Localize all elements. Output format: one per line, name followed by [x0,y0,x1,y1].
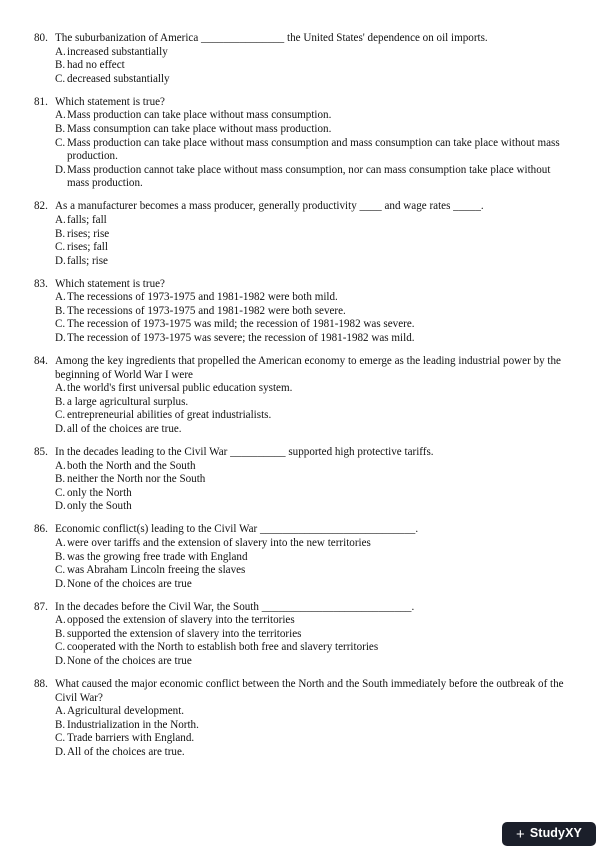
answer-option [55,291,574,305]
option-text: neither the North nor the South [67,473,206,486]
answer-option [55,409,574,423]
question-80 [34,32,574,86]
answer-option [55,564,574,578]
answer-option [55,746,574,760]
answer-options [55,382,574,436]
option-text: Mass production cannot take place without mass consumption, nor can mass consumption take place without mass production. [67,163,551,190]
question-row [34,601,574,615]
option-label: A. [55,213,66,226]
option-label: C. [55,72,66,85]
answer-option [55,655,574,669]
question-text: Among the key ingredients that propelled the American economy to emerge as the leading industrial power by the beginning of World War I were [55,355,561,381]
option-text: only the North [67,486,132,499]
question-text: Which statement is true? [55,95,165,108]
answer-option [55,641,574,655]
answer-option [55,719,574,733]
answer-option [55,305,574,319]
option-label: B. [55,473,66,486]
answer-option [55,705,574,719]
option-label: C. [55,641,66,654]
answer-options [55,291,574,345]
answer-option [55,473,574,487]
answer-option [55,255,574,269]
answer-options [55,214,574,268]
option-text: The recessions of 1973-1975 and 1981-1982 were both mild. [67,291,338,304]
option-label: D. [55,254,66,267]
option-text: had no effect [67,59,125,72]
question-number: 81. [34,95,48,108]
question-text: In the decades before the Civil War, the South ___________________________. [55,600,415,613]
question-row [34,32,574,46]
option-label: C. [55,409,66,422]
option-text: All of the choices are true. [67,746,185,759]
question-row [34,446,574,460]
option-text: entrepreneurial abilities of great industrialists. [67,409,272,422]
question-row [34,355,574,382]
option-label: B. [55,227,66,240]
question-list [34,32,574,769]
answer-option [55,537,574,551]
option-label: A. [55,614,66,627]
option-text: None of the choices are true [67,577,192,590]
option-text: supported the extension of slavery into the territories [67,627,302,640]
option-text: Industrialization in the North. [67,718,199,731]
option-label: A. [55,382,66,395]
option-text: were over tariffs and the extension of slavery into the new territories [67,536,371,549]
question-row [34,523,574,537]
answer-options [55,614,574,668]
answer-option [55,500,574,514]
question-number: 80. [34,32,48,44]
option-label: D. [55,500,66,513]
question-number: 88. [34,678,48,691]
answer-options [55,705,574,759]
studyxy-badge[interactable] [502,822,596,846]
question-text: As a manufacturer becomes a mass producer, generally productivity ____ and wage rates _____. [55,200,484,213]
question-text: In the decades leading to the Civil War __________ supported high protective tariffs. [55,445,434,458]
option-text: The recession of 1973-1975 was mild; the recession of 1981-1982 was severe. [67,318,415,331]
brand-name: StudyXY [529,826,582,841]
question-row [34,278,574,292]
option-text: falls; rise [67,254,108,267]
question-86 [34,523,574,591]
answer-option [55,46,574,60]
question-84 [34,355,574,437]
option-text: falls; fall [67,213,107,226]
answer-option [55,123,574,137]
answer-option [55,487,574,501]
option-label: C. [55,732,66,745]
option-label: A. [55,536,66,549]
option-label: C. [55,486,66,499]
question-number: 83. [34,277,48,290]
answer-option [55,578,574,592]
option-text: The recessions of 1973-1975 and 1981-1982 were both severe. [67,304,346,317]
answer-option [55,396,574,410]
question-88 [34,678,574,760]
answer-option [55,332,574,346]
option-text: Agricultural development. [67,705,185,718]
option-text: both the North and the South [67,459,196,472]
option-text: decreased substantially [67,72,170,85]
option-text: all of the choices are true. [67,423,182,435]
question-number: 85. [34,445,48,458]
option-label: D. [55,655,66,668]
option-label: B. [55,395,66,408]
option-text: opposed the extension of slavery into the territories [67,614,295,627]
question-row [34,200,574,214]
question-number: 86. [34,523,48,536]
option-label: B. [55,550,66,563]
option-text: was Abraham Lincoln freeing the slaves [67,564,246,577]
answer-options [55,460,574,514]
question-text: What caused the major economic conflict between the North and the South immediately before the outbreak of the Civil War? [55,678,564,704]
option-label: A. [55,45,66,58]
option-label: B. [55,59,66,72]
question-number: 87. [34,600,48,613]
answer-options [55,46,574,87]
option-label: D. [55,423,66,435]
answer-option [55,228,574,242]
option-label: A. [55,291,66,304]
answer-option [55,241,574,255]
answer-option [55,628,574,642]
answer-option [55,382,574,396]
option-label: D. [55,746,66,759]
option-text: The recession of 1973-1975 was severe; the recession of 1981-1982 was mild. [67,332,415,345]
option-text: Mass production can take place without mass consumption and mass consumption can take place without mass production. [67,136,560,163]
question-text: The suburbanization of America _______________ the United States' dependence on oil imports. [55,32,488,44]
plus-icon: + [516,825,525,843]
option-text: was the growing free trade with England [67,550,248,563]
option-text: rises; fall [67,241,108,254]
option-text: None of the choices are true [67,655,192,668]
question-87 [34,601,574,669]
option-label: C. [55,318,66,331]
option-text: increased substantially [67,45,168,58]
option-label: A. [55,705,66,718]
answer-option [55,137,574,164]
question-83 [34,278,574,346]
question-text: Which statement is true? [55,277,165,290]
question-82 [34,200,574,268]
question-81 [34,96,574,191]
answer-option [55,732,574,746]
option-text: Mass production can take place without mass consumption. [67,109,332,122]
answer-option [55,73,574,87]
answer-option [55,551,574,565]
answer-option [55,460,574,474]
option-label: D. [55,163,66,176]
option-label: C. [55,564,66,577]
option-text: the world's first universal public education system. [67,382,293,395]
option-text: cooperated with the North to establish both free and slavery territories [67,641,379,654]
answer-options [55,109,574,191]
question-text: Economic conflict(s) leading to the Civil War ____________________________. [55,523,419,536]
answer-option [55,423,574,437]
option-label: B. [55,627,66,640]
option-label: D. [55,577,66,590]
question-number: 82. [34,200,48,213]
answer-option [55,164,574,191]
option-label: C. [55,241,66,254]
option-label: B. [55,718,66,731]
question-row [34,96,574,110]
option-text: Mass consumption can take place without mass production. [67,122,332,135]
option-label: B. [55,304,66,317]
answer-option [55,318,574,332]
option-text: a large agricultural surplus. [67,395,189,408]
option-text: only the South [67,500,132,513]
answer-options [55,537,574,591]
option-label: D. [55,332,66,345]
question-85 [34,446,574,514]
answer-option [55,214,574,228]
option-text: rises; rise [67,227,110,240]
answer-option [55,109,574,123]
question-row [34,678,574,705]
answer-option [55,614,574,628]
option-label: C. [55,136,66,149]
option-label: B. [55,122,66,135]
option-label: A. [55,109,66,122]
answer-option [55,59,574,73]
question-number: 84. [34,355,48,368]
option-text: Trade barriers with England. [67,732,195,745]
option-label: A. [55,459,66,472]
